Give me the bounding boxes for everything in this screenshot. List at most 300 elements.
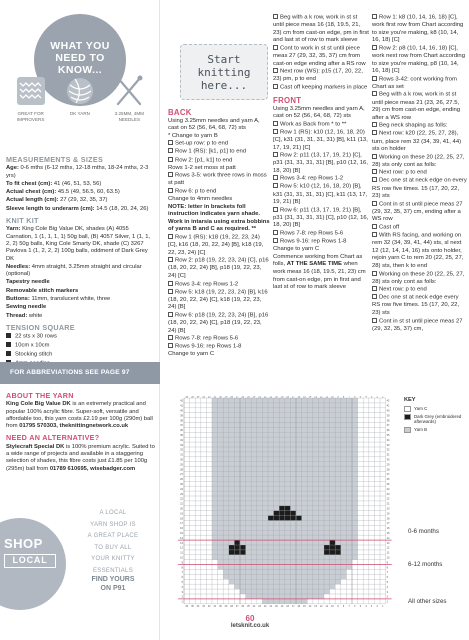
checkbox[interactable] (372, 14, 377, 19)
alternative-name: Stylecraft Special DK (6, 443, 65, 450)
chart-x-tick-label: 18 (286, 396, 289, 399)
page-number: 60 (245, 614, 255, 623)
chart-y-tick-label: 41 (180, 404, 183, 408)
chart-x-tick-label: 11 (325, 604, 329, 608)
measure-line (6, 197, 156, 204)
chart-x-tick-label: 30 (219, 604, 222, 608)
chart-x-tick-label: 8 (342, 396, 345, 399)
instruction-row (372, 224, 467, 232)
measure-text: 45.5 (49, 56.5, 60, 63.5) (56, 189, 120, 196)
checkbox[interactable] (168, 140, 173, 145)
chart-dark-cell (330, 550, 336, 555)
checkbox[interactable] (168, 335, 173, 340)
chart-x-tick-label: 34 (196, 396, 200, 399)
chart-y-tick-label: 2 (181, 595, 183, 599)
front-intro: Using 3.25mm needles and yarn A, cast on 52 (56, 64, 68, 72) sts (273, 105, 365, 120)
chart-x-tick-label: 32 (207, 604, 211, 608)
instruction-row (372, 154, 467, 170)
checkbox[interactable] (372, 271, 377, 276)
chart-y-tick-label: 12 (180, 546, 183, 550)
checkbox[interactable] (372, 130, 377, 135)
instruction-text: Working on these 20 (22, 25, 27, 28) sts only cont as folls: (372, 271, 465, 285)
kit-extra: Tapestry needle (6, 279, 50, 286)
instruction-text: Rows 3-5: work three rows in moss st patt (168, 172, 267, 187)
kit-yarn (6, 226, 156, 262)
chart-dark-cell (296, 516, 302, 521)
tension-item (6, 351, 156, 359)
chart-x-tick-label: 5 (359, 396, 362, 399)
intarsia-chart (176, 396, 402, 608)
checkbox[interactable] (273, 129, 278, 134)
instruction-text: Row 2: p18 (19, 22, 23, 24) [C], p16 (18, 20, 22, 24) [B], p18 (19, 22, 23, 24) [C] (168, 257, 269, 279)
instruction-row (168, 312, 270, 335)
chart-y-tick-label: 6 (386, 576, 389, 580)
tool-label: DK YARN (69, 111, 90, 116)
instruction-text: Cont in st st until piece meas 27 (29, 32, 35, 37) cm, (372, 318, 463, 332)
tools-row (6, 74, 154, 122)
chart-dark-cell (234, 550, 240, 555)
chart-y-tick-label: 4 (386, 585, 389, 589)
checkbox[interactable] (273, 175, 278, 180)
about-yarn-contact: 01795 570303, theknittingnetwork.co.uk (19, 423, 129, 430)
back-intro: Using 3.25mm needles and yarn A, cast on 52 (56, 64, 68, 72) sts (168, 117, 260, 132)
measure-text: 41 (46, 51, 53, 56) (52, 180, 102, 187)
chart-x-tick-label: 27 (235, 604, 239, 608)
kit-text: white (27, 312, 43, 319)
chart-dark-cell (279, 516, 285, 521)
chart-y-tick-label: 35 (180, 433, 183, 437)
checkbox[interactable] (168, 234, 173, 239)
instruction-row (273, 121, 369, 129)
instruction-text: Row 1: k8 (10, 14, 16, 18) [C], work first row from Chart according to size you're making, k8 (10, 14, 16, 18) [C] (372, 14, 464, 44)
instruction-row (273, 14, 369, 45)
instruction-text: Cont in st st until piece meas 27 (29, 32, 35, 37) cm, ending after a WS row (372, 201, 463, 223)
instruction-row (273, 152, 369, 175)
instruction-text: Rows 9-16: rep Rows 1-8 (280, 238, 347, 245)
checkbox[interactable] (168, 312, 173, 317)
chart-y-tick-label: 30 (180, 458, 183, 462)
tool-label: 3.25MM, 4MM NEEDLES (114, 111, 144, 122)
instruction-row (168, 257, 270, 280)
kit-text: 4mm straight, 3.25mm straight and circular (optional) (6, 263, 142, 278)
instruction-row (372, 318, 467, 334)
instruction-text: Working on these 20 (22, 25, 27, 28) sts only cont as folls: (372, 154, 465, 168)
checkbox[interactable] (168, 281, 173, 286)
front-chart-note (273, 254, 369, 292)
measure-label: Sleeve length to underarm (cm): (6, 205, 95, 212)
instruction-row (168, 157, 270, 165)
measure-line (6, 206, 156, 213)
instruction-text: Rows 9-16: rep Rows 1-8 (175, 343, 242, 350)
chart-y-tick-label: 5 (386, 580, 389, 584)
instruction-row (168, 289, 270, 312)
chart-x-tick-label: 6 (354, 396, 356, 399)
chart-y-tick-label: 17 (386, 522, 390, 526)
chart-dark-cell (290, 511, 296, 516)
kit-needles (6, 264, 156, 279)
chart-y-tick-label: 28 (386, 468, 390, 472)
checkbox[interactable] (372, 177, 377, 182)
chart-x-tick-label: 34 (196, 604, 200, 608)
instruction-row (273, 68, 369, 84)
shop-line: TO BUY ALL (94, 544, 132, 551)
chart-y-tick-label: 23 (386, 492, 390, 496)
chart-x-tick-label: 35 (191, 604, 194, 608)
chart-y-tick-label: 21 (180, 502, 183, 506)
tension-text: 10cm x 10cm (15, 342, 50, 349)
chart-y-tick-label: 11 (386, 551, 390, 555)
bullet-icon (6, 333, 11, 338)
chart-dark-cell (240, 550, 246, 555)
instruction-row (372, 271, 467, 287)
instruction-row (168, 188, 270, 196)
chart-dark-cell (285, 511, 291, 516)
chart-y-tick-label: 27 (180, 473, 183, 477)
checkbox[interactable] (168, 343, 173, 348)
chart-x-tick-label: 10 (331, 604, 334, 608)
instruction-text: Dec one st at neck edge every RS row five times. 15 (17, 20, 22, 23) sts (372, 294, 460, 317)
chart-x-tick-label: 2 (376, 604, 378, 608)
instruction-row (168, 140, 270, 148)
bullet-icon (6, 351, 11, 356)
checkbox[interactable] (273, 14, 278, 19)
checkbox[interactable] (168, 289, 173, 294)
instruction-row (372, 76, 467, 92)
shop-line: A GREAT PLACE (87, 533, 139, 539)
chart-dark-cell (268, 516, 274, 521)
chart-y-tick-label: 41 (386, 404, 390, 408)
chart-dark-cell (285, 506, 291, 511)
back-change-c: Change to yarn C (168, 351, 215, 358)
chart-y-tick-label: 15 (386, 531, 390, 535)
measure-line (6, 189, 156, 196)
instruction-row (168, 335, 270, 343)
instruction-text: Row 6: p to end (175, 188, 217, 195)
instruction-text: Cont to work in st st until piece meas 27 (29, 32, 35, 37) cm from cast-on edge ending after a RS row (273, 45, 366, 67)
chart-dark-cell (279, 511, 285, 516)
chart-x-tick-label: 12 (319, 604, 323, 608)
chart-x-tick-label: 32 (207, 396, 211, 399)
checkbox[interactable] (372, 154, 377, 159)
instruction-text: Next row (WS): p15 (17, 20, 22, 23) pm, p to end (273, 68, 363, 83)
chart-y-tick-label: 40 (180, 409, 183, 413)
chart-y-tick-label: 14 (386, 536, 390, 540)
rows-note: Rows 1-2 set moss st patt (168, 164, 236, 171)
chart-y-tick-label: 36 (386, 429, 390, 433)
front-heading: FRONT (273, 95, 302, 105)
instruction-text: Next row: k20 (22, 25, 27, 28), turn, place rem 32 (34, 39, 41, 44) sts on holder (372, 130, 462, 153)
alternative-contact: 01789 610695, wisebadger.com (49, 465, 136, 472)
instruction-row (273, 84, 369, 92)
kit-label: Needles: (6, 263, 31, 270)
chart-x-tick-label: 28 (230, 604, 233, 608)
chart-y-tick-label: 10 (180, 556, 183, 560)
chart-x-tick-label: 13 (314, 604, 317, 608)
chart-y-tick-label: 39 (180, 414, 183, 418)
kit-label: Thread: (6, 312, 28, 319)
instruction-text: Work as Back from * to ** (280, 121, 347, 128)
checkbox[interactable] (372, 169, 377, 174)
chart-y-tick-label: 32 (386, 448, 390, 452)
chart-y-tick-label: 23 (180, 492, 183, 496)
chart-y-tick-label: 21 (386, 502, 390, 506)
key-item (404, 427, 466, 433)
about-yarn-body: is an extremely practical and popular 100% acrylic fibre. Super-soft, versatile and affordable too, this yarn costs £2.19 per 100g (290m) ball from (6, 401, 153, 430)
chart-x-tick-label: 17 (291, 396, 295, 399)
chart-x-tick-label: 2 (376, 396, 378, 399)
chart-y-tick-label: 13 (180, 541, 183, 545)
chart-x-tick-label: 27 (235, 396, 239, 399)
shop-line: ESSENTIALS (92, 567, 133, 574)
size-label-all: All other sizes (408, 598, 447, 605)
back-heading: BACK (168, 108, 192, 117)
instruction-text: Row 1 (RS): k10 (12, 16, 18, 20) [C], k31 (31, 31, 31, 31) [B], k11 (13, 17, 19, 21) [C] (273, 129, 368, 151)
swatch-icon (14, 74, 48, 108)
yarn-ball-icon (63, 74, 97, 108)
chart-x-tick-label: 26 (241, 604, 245, 608)
chart-dark-cell (290, 516, 296, 521)
front-chart-text: Commence working from Chart as folls, (273, 253, 363, 268)
instruction-row (273, 129, 369, 152)
chart-y-tick-label: 3 (386, 590, 389, 594)
front-continued (372, 14, 467, 333)
chart-x-tick-label: 26 (241, 396, 245, 399)
back-change: * Change to yarn B (168, 132, 218, 139)
measure-text: 27 (29, 32, 35, 37) (58, 197, 108, 204)
chart-x-tick-label: 3 (370, 396, 373, 399)
instruction-row (372, 232, 467, 270)
badge-title: WHAT YOU NEED TO KNOW... (50, 40, 110, 76)
checkbox[interactable] (372, 76, 377, 81)
instruction-text: Row 2: p8 (10, 14, 16, 18) [C], work next row from Chart according to size you're making, p8 (10, 14, 16, 18) [C] (372, 45, 465, 75)
instruction-text: Beg neck shaping as folls: (379, 122, 448, 129)
chart-x-tick-label: 9 (337, 396, 339, 399)
chart-x-tick-label: 15 (303, 604, 306, 608)
chart-y-tick-label: 25 (180, 482, 183, 486)
checkbox[interactable] (273, 152, 278, 157)
instruction-row (273, 238, 369, 246)
key-label: Dark Grey (embroidered afterwards) (414, 413, 462, 424)
shop-text (70, 508, 156, 577)
chart-y-tick-label: 4 (181, 585, 183, 589)
instruction-row (168, 148, 270, 156)
key-swatch-white (404, 406, 411, 412)
chart-dark-cell (330, 540, 336, 545)
chart-x-tick-label: 16 (297, 604, 301, 608)
instruction-text: Beg with a k row, work in st st until piece meas 16 (18, 19.5, 21, 23) cm from cast-on edge, pm in first and last st of row to mark sleeve (273, 14, 369, 44)
instruction-row (273, 175, 369, 183)
chart-y-tick-label: 27 (386, 473, 390, 477)
yarn-info (6, 388, 156, 473)
instruction-row (372, 91, 467, 122)
shop-find-line: FIND YOURS (91, 576, 135, 583)
instruction-row (168, 343, 270, 351)
checkbox[interactable] (168, 172, 173, 177)
chart-x-tick-label: 35 (191, 396, 194, 399)
chart-key (404, 398, 466, 435)
sidebar (0, 0, 160, 640)
checkbox[interactable] (372, 224, 377, 229)
instruction-text: Row 1 (RS): k18 (19, 22, 23, 24) [C], k16 (18, 20, 22, 24) [B], k18 (19, 22, 23, 24) [C] (168, 234, 264, 256)
checkbox[interactable] (273, 183, 278, 188)
chart-x-tick-label: 22 (263, 396, 267, 399)
chart-x-tick-label: 25 (247, 604, 250, 608)
chart-x-tick-label: 30 (219, 396, 222, 399)
checkbox[interactable] (273, 121, 278, 126)
measurements-heading: MEASUREMENTS & SIZES (6, 155, 104, 164)
about-yarn-text (6, 401, 156, 430)
checkbox[interactable] (168, 257, 173, 262)
chart-y-tick-label: 15 (180, 531, 183, 535)
checkbox[interactable] (273, 84, 278, 89)
chart-x-tick-label: 1 (382, 604, 384, 608)
chart-y-tick-label: 30 (386, 458, 390, 462)
checkbox[interactable] (273, 68, 278, 73)
start-knitting-box (180, 44, 268, 100)
back-change-needles: Change to 4mm needles (168, 196, 233, 203)
instruction-text: Rows 3-4: rep Rows 1-2 (175, 281, 239, 288)
checkbox[interactable] (372, 201, 377, 206)
chart-y-tick-label: 13 (386, 541, 390, 545)
front-change: Change to yarn C (273, 246, 320, 253)
checkbox[interactable] (372, 122, 377, 127)
tension-item (6, 333, 156, 341)
instruction-row (273, 183, 369, 206)
shop-local-promo (0, 500, 160, 640)
alternative-text (6, 444, 156, 473)
size-label-0-6: 0-6 months (408, 528, 439, 535)
checkbox[interactable] (168, 148, 173, 153)
alternative-heading: NEED AN ALTERNATIVE? (6, 433, 100, 443)
chart-y-tick-label: 8 (181, 566, 183, 570)
chart-dark-cell (324, 545, 330, 550)
checkbox[interactable] (372, 286, 377, 291)
checkbox[interactable] (273, 207, 278, 212)
chart-y-tick-label: 14 (180, 536, 183, 540)
instruction-text: Next row: p to end (379, 169, 427, 176)
chart-x-tick-label: 31 (213, 396, 217, 399)
checkbox[interactable] (168, 157, 173, 162)
instruction-text: Row 1 (RS): [k1, p1] to end (175, 148, 247, 155)
instruction-text: Row 5: k10 (12, 16, 18, 20) [B], k31 (31, 31, 31, 31) [C], k11 (13, 17, 19, 21) [B] (273, 183, 368, 206)
measure-label: Actual chest (cm): (6, 189, 57, 196)
chart-dark-cell (274, 516, 280, 521)
chart-dark-cell (229, 545, 235, 550)
checkbox[interactable] (168, 188, 173, 193)
checkbox[interactable] (273, 45, 278, 50)
chart-y-tick-label: 39 (386, 414, 390, 418)
measure-label: Actual length (cm): (6, 197, 59, 204)
checkbox[interactable] (372, 294, 377, 299)
kit-buttons (6, 296, 156, 303)
checkbox[interactable] (372, 318, 377, 323)
key-item (404, 406, 466, 412)
chart-y-tick-label: 26 (386, 478, 390, 482)
hero (0, 0, 159, 150)
chart-x-tick-label: 1 (382, 396, 384, 399)
checkbox[interactable] (372, 45, 377, 50)
chart-x-tick-label: 20 (275, 604, 278, 608)
chart-x-tick-label: 22 (263, 604, 267, 608)
instruction-row (273, 230, 369, 238)
chart-dark-cell (234, 545, 240, 550)
chart-x-tick-label: 24 (252, 604, 256, 608)
instruction-row (372, 294, 467, 317)
chart-y-tick-label: 9 (386, 561, 389, 565)
checkbox[interactable] (372, 91, 377, 96)
chart-x-tick-label: 36 (185, 396, 189, 399)
kit-sewing: Sewing needle (6, 304, 47, 311)
chart-y-tick-label: 37 (386, 424, 390, 428)
chart-dark-cell (330, 545, 336, 550)
chart-y-tick-label: 1 (386, 600, 389, 604)
chart-x-tick-label: 14 (308, 604, 312, 608)
chart-y-tick-label: 29 (386, 463, 390, 467)
key-label: Yarn B (414, 426, 428, 432)
tension-item (6, 342, 156, 350)
instruction-row (273, 45, 369, 68)
chart-y-tick-label: 34 (386, 438, 390, 442)
key-swatch-grey (404, 427, 411, 433)
needles-icon (112, 74, 146, 108)
chart-y-tick-label: 1 (181, 600, 183, 604)
chart-x-tick-label: 7 (348, 396, 350, 399)
checkbox[interactable] (273, 230, 278, 235)
chart-x-tick-label: 12 (319, 396, 323, 399)
chart-x-tick-label: 29 (224, 604, 228, 608)
shop-word: SHOP (4, 536, 43, 551)
chart-y-tick-label: 6 (181, 576, 183, 580)
chart-x-tick-label: 4 (365, 604, 367, 608)
chart-y-tick-label: 29 (180, 463, 183, 467)
instruction-row (372, 201, 467, 224)
chart-y-tick-label: 31 (386, 453, 390, 457)
chart-x-tick-label: 25 (247, 396, 250, 399)
instruction-text: Rows 3-4: rep Rows 1-2 (280, 175, 344, 182)
instruction-row (372, 169, 467, 177)
chart-y-tick-label: 16 (180, 527, 183, 531)
kit-text: 11mm, translucent white, three (29, 296, 111, 303)
instruction-text: Cast off (379, 224, 400, 231)
instruction-row (372, 177, 467, 200)
chart-y-tick-label: 38 (386, 419, 390, 423)
measure-line (6, 165, 156, 180)
chart-y-tick-label: 5 (181, 580, 183, 584)
chart-dark-cell (285, 516, 291, 521)
tension-heading: TENSION SQUARE (6, 322, 75, 332)
chart-x-tick-label: 19 (280, 604, 284, 608)
chart-y-tick-label: 20 (180, 507, 183, 511)
abbreviations-banner: FOR ABBREVIATIONS SEE PAGE 97 (0, 362, 160, 384)
chart-y-tick-label: 33 (386, 443, 390, 447)
instruction-text: With RS facing, and working on rem 32 (34, 39, 41, 44) sts, sl next 12 (12, 14, 14, 16) sts onto holder, rejoin yarn C to rem 20 (22, 25, 27, 28) sts, then k to end (372, 232, 464, 269)
checkbox[interactable] (372, 232, 377, 237)
chart-y-tick-label: 17 (180, 522, 183, 526)
tool-swatch (8, 74, 54, 122)
chart-y-tick-label: 22 (180, 497, 183, 501)
key-title: KEY (404, 397, 416, 403)
chart-y-tick-label: 19 (180, 512, 183, 516)
chart-x-tick-label: 21 (269, 396, 273, 399)
shop-line: YOUR KNITTY (91, 556, 135, 562)
alternative-body: is 100% premium acrylic. Suited to a wide range of projects and available in a staggering selection of shades, this fibre costs just £1.85 per 100g (295m) ball from (6, 443, 155, 472)
chart-x-tick-label: 33 (202, 604, 205, 608)
kit-text: King Cole Big Value DK, shades (A) 4055 Carnation, 1 (1, 1, 1, 1) 50g ball, (B) 4057 Silver, 1 (1, 1, 2, 2) 50g balls, King Cole Smarty DK, shade (C) 3267 Pavlova 1 (1, 2, 2, 2) 100g balls, oddment of Dark Grey DK (6, 226, 151, 262)
chart-y-tick-label: 32 (180, 448, 183, 452)
checkbox[interactable] (273, 238, 278, 243)
size-label-6-12: 6-12 months (408, 561, 443, 568)
tool-needles (106, 74, 152, 122)
